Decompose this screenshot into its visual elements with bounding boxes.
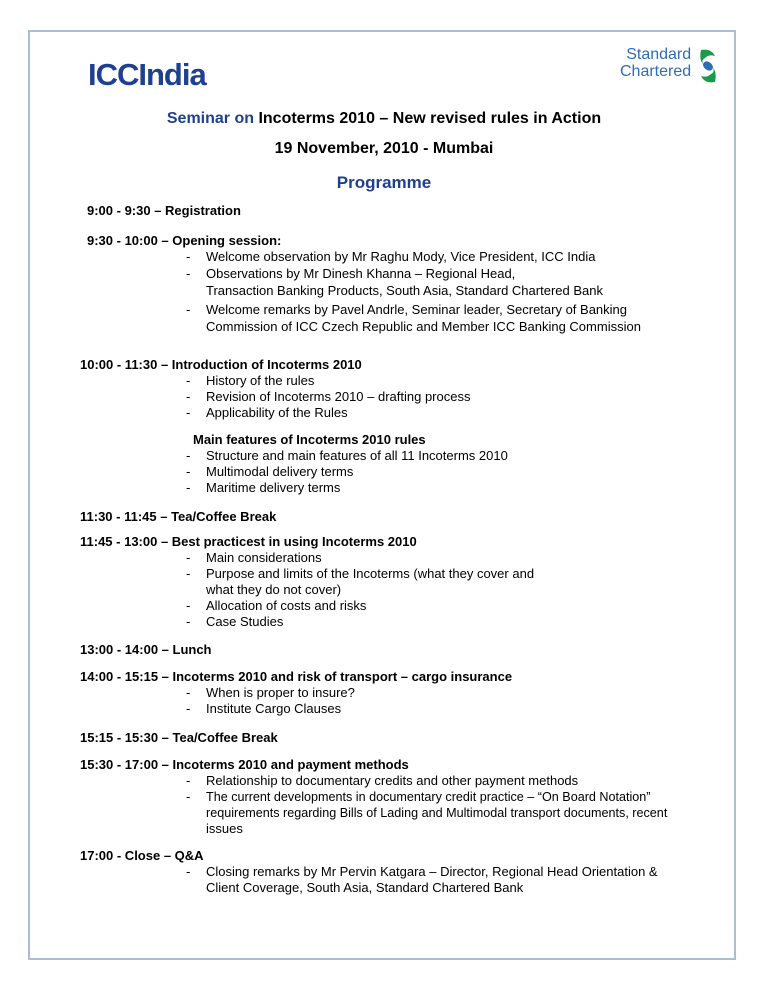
bullet-dash: - [186,389,191,404]
sc-logo-line1: Standard [626,46,692,63]
seminar-date: 19 November, 2010 - Mumbai [274,140,494,157]
bullet-dash: - [186,598,191,613]
list-item: Transaction Banking Products, South Asia, Standard Chartered Bank [206,283,603,298]
bullet-dash: - [186,614,191,629]
programme-heading: Programme [336,173,432,192]
bullet-dash: - [186,685,191,700]
list-item: issues [206,821,243,836]
bullet-dash: - [186,302,191,317]
bullet-dash: - [186,864,191,879]
bullet-dash: - [186,464,191,479]
standard-chartered-logo [620,46,719,86]
list-item: Relationship to documentary credits and other payment methods [206,773,579,788]
list-item: Closing remarks by Mr Pervin Katgara – Director, Regional Head Orientation & [206,864,658,879]
list-item: Welcome observation by Mr Raghu Mody, Vice President, ICC India [206,249,596,264]
list-item: Commission of ICC Czech Republic and Member ICC Banking Commission [206,319,641,334]
list-item: Multimodal delivery terms [206,464,354,479]
bullet-dash: - [186,566,191,581]
sc-logo-line2: Chartered [620,63,692,80]
list-item: Observations by Mr Dinesh Khanna – Regional Head, [206,266,516,281]
list-item: Allocation of costs and risks [206,598,367,613]
bullet-dash: - [186,249,191,264]
bullet-dash: - [186,266,191,281]
close-heading: 17:00 - Close – Q&A [80,848,204,863]
list-item: what they do not cover) [206,582,342,597]
bullet-dash: - [186,405,191,420]
bullet-dash: - [186,480,191,495]
lunch-item: 13:00 - 14:00 – Lunch [80,642,212,657]
main-features-subheading: Main features of Incoterms 2010 rules [193,432,426,447]
icc-logo-text: ICCIndia [88,57,206,92]
bullet-dash: - [186,789,191,804]
list-item: Main considerations [206,550,322,565]
list-item: Revision of Incoterms 2010 – drafting process [206,389,471,404]
title-main: Incoterms 2010 – New revised rules in Action [254,110,602,127]
list-item: Institute Cargo Clauses [206,701,342,716]
bullet-dash: - [186,448,191,463]
list-item: Client Coverage, South Asia, Standard Chartered Bank [206,880,524,895]
icc-india-logo [88,58,206,92]
tea-break-1: 11:30 - 11:45 – Tea/Coffee Break [80,509,277,524]
list-item: The current developments in documentary credit practice – “On Board Notation” [206,790,651,804]
list-item: Purpose and limits of the Incoterms (what they cover and [206,566,535,581]
introduction-heading: 10:00 - 11:30 – Introduction of Incoterms 2010 [80,357,362,372]
list-item: requirements regarding Bills of Lading and Multimodal transport documents, recent [206,806,668,820]
list-item: Case Studies [206,614,284,629]
risk-heading: 14:00 - 15:15 – Incoterms 2010 and risk of transport – cargo insurance [80,669,513,684]
registration-item: 9:00 - 9:30 – Registration [87,203,241,218]
list-item: When is proper to insure? [206,685,355,700]
bullet-dash: - [186,701,191,716]
bullet-dash: - [186,550,191,565]
best-practices-heading: 11:45 - 13:00 – Best practicest in using Incoterms 2010 [80,534,417,549]
standard-chartered-emblem-icon [697,46,719,86]
payment-heading: 15:30 - 17:00 – Incoterms 2010 and payment methods [80,757,409,772]
bullet-dash: - [186,773,191,788]
list-item: Welcome remarks by Pavel Andrle, Seminar leader, Secretary of Banking [206,302,628,317]
title-prefix: Seminar on [166,110,255,127]
list-item: Applicability of the Rules [206,405,348,420]
tea-break-2: 15:15 - 15:30 – Tea/Coffee Break [80,730,278,745]
list-item: Maritime delivery terms [206,480,341,495]
opening-session-heading: 9:30 - 10:00 – Opening session: [87,233,282,248]
list-item: Structure and main features of all 11 Incoterms 2010 [206,448,508,463]
seminar-title [0,110,768,128]
bullet-dash: - [186,373,191,388]
list-item: History of the rules [206,373,315,388]
